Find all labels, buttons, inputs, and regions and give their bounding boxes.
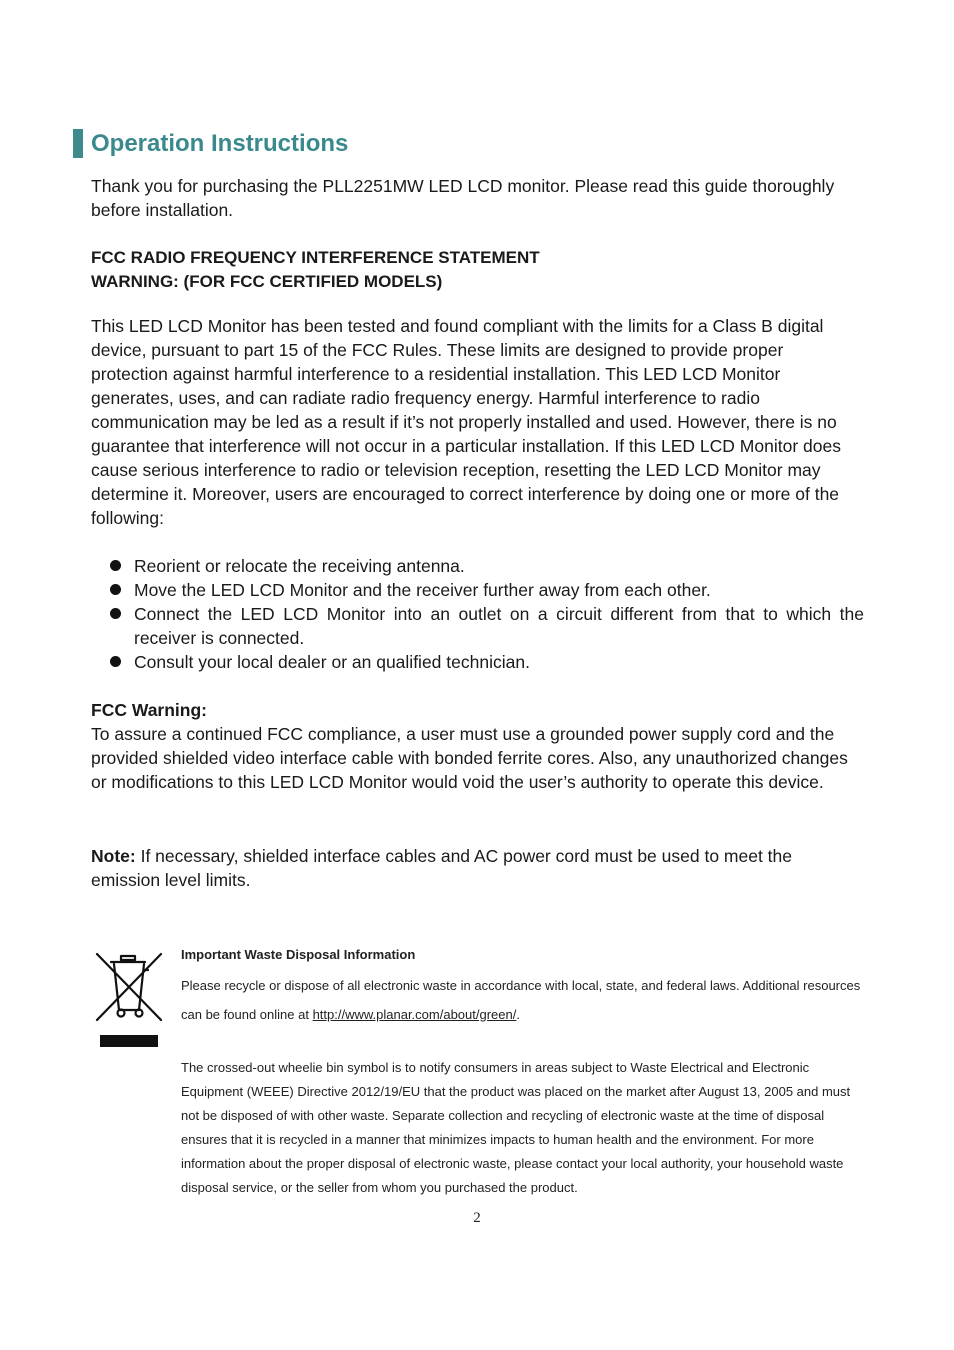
bullet-icon — [110, 656, 121, 667]
waste-disposal-title: Important Waste Disposal Information — [181, 947, 416, 962]
fcc-statement-title — [91, 246, 863, 294]
list-item: Consult your local dealer or an qualified technician. — [110, 650, 864, 674]
fcc-warning-label: FCC Warning: — [91, 700, 207, 720]
heading-accent-bar — [73, 129, 83, 158]
crossed-out-wheelie-bin-icon — [95, 950, 163, 1050]
bullet-icon — [110, 560, 121, 571]
interference-remedies-list — [110, 554, 864, 674]
section-heading — [73, 129, 348, 158]
note-label: Note: — [91, 846, 136, 866]
planar-green-link[interactable]: http://www.planar.com/about/green/ — [312, 1007, 517, 1022]
fcc-compliance-paragraph: This LED LCD Monitor has been tested and found compliant with the limits for a Class B digital device, pursuant to part 15 of the FCC Rules. These limits are designed to provide proper protection against harmful interference to a residential installation. This LED LCD Monitor generates, uses, and can radiate radio frequency energy. Harmful interference to radio communication may be led as a result if it’s not properly installed and used. However, there is no guarantee that interference will not occur in a particular installation. If this LED LCD Monitor does cause serious interference to radio or television reception, resetting the LED LCD Monitor may determine it. Moreover, users are encouraged to correct interference by doing one or more of the following: — [91, 316, 841, 528]
page-number: 2 — [473, 1210, 481, 1226]
list-item: Reorient or relocate the receiving antenna. — [110, 554, 864, 578]
fcc-warning-text: To assure a continued FCC compliance, a user must use a grounded power supply cord and the provided shielded video interface cable with bonded ferrite cores. Also, any unauthorized changes or modifications to this LED LCD Monitor would void the user’s authority to operate this device. — [91, 724, 848, 792]
page-title: Operation Instructions — [91, 129, 349, 157]
bullet-icon — [110, 608, 121, 619]
fcc-title-line-1: FCC RADIO FREQUENCY INTERFERENCE STATEMENT — [91, 248, 540, 267]
weee-directive-paragraph: The crossed-out wheelie bin symbol is to notify consumers in areas subject to Waste Electrical and Electronic Equipment (WEEE) Directive 2012/19/EU that the product was placed on the market after August 13, 2005 and must not be disposed of with other waste. Separate collection and recycling of electronic waste at the time of disposal ensures that it is recycled in a manner that minimizes impacts to human health and the environment. For more information about the proper disposal of electronic waste, please contact your local authority, your household waste disposal service, or the seller from whom you purchased the product. — [181, 1060, 851, 1195]
bullet-icon — [110, 584, 121, 595]
waste-disposal-paragraph: Please recycle or dispose of all electronic waste in accordance with local, state, and federal laws. Additional resources can be found online at http://www.planar.com/about/green/. — [181, 978, 861, 1022]
note-text: If necessary, shielded interface cables and AC power cord must be used to meet the emission level limits. — [91, 846, 793, 890]
fcc-title-line-2: WARNING: (FOR FCC CERTIFIED MODELS) — [91, 272, 443, 291]
list-item: Connect the LED LCD Monitor into an outlet on a circuit different from that to which the receiver is connected. — [110, 602, 864, 650]
fcc-warning-section — [91, 698, 863, 794]
list-item: Move the LED LCD Monitor and the receiver further away from each other. — [110, 578, 864, 602]
intro-paragraph: Thank you for purchasing the PLL2251MW LED LCD monitor. Please read this guide thoroughly before installation. — [91, 176, 835, 220]
note-section — [91, 844, 863, 892]
